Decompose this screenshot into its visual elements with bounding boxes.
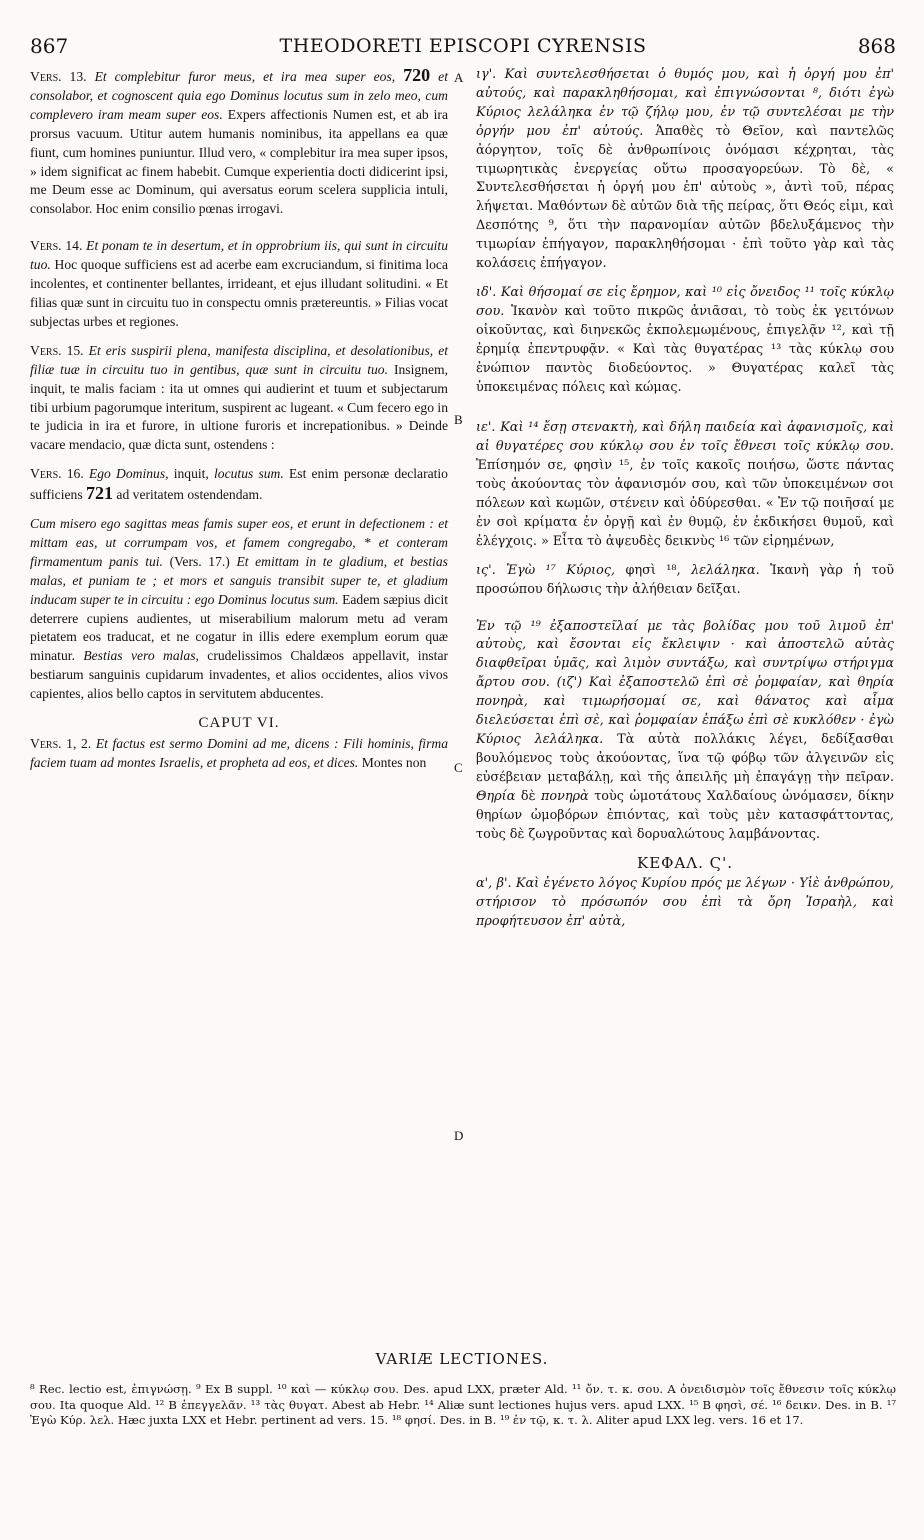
scripture-quote: Et ponam te in desertum, et in opprobrium iis, qui sunt in circuitu tuo.: [30, 238, 448, 273]
commentary-text: ad veritatem ostendendam.: [116, 487, 263, 503]
commentary-text: Hoc quoque sufficiens est ad acerbe eam excruciandum, si finitima loca incolentes, et continenter bellantes, irrideant, et ejus illudant solitudini. « Et filias quæ sunt in circuitu tuo in conspectu omnis prætereuntis. » Filias vocat subjectas urbes et regiones.: [30, 257, 448, 329]
greek-verse-14: [476, 284, 894, 397]
commentary-text: inquit,: [173, 466, 209, 482]
commentary-text: Expers affectionis Numen est, et ab ira prorsus vacuum. Utitur autem humanis nominibus, ita appellans ea quæ fiunt, cum homines puniuntur. Illud vero, « complebitur ira mea super ipsos, » idem significat ac finem habebit. Cumque experientia docti didicerint ipsi, me Deum esse ac Dominum, qui aversatus eorum scelera supplicia intuli, consolabor. Hoc enim consilio pœnas irrogavi.: [30, 106, 448, 217]
scripture-quote: α', β'. Καὶ ἐγένετο λόγος Κυρίου πρός με λέγων · Υἱὲ ἀνθρώπου, στήρισον τὸ πρόσωπόν σου ἐπὶ τὰ ὄρη Ἰσραὴλ, καὶ προφήτευσον ἐπ' αὐτὰ,: [476, 876, 894, 930]
variae-lectiones-heading: VARIÆ LECTIONES.: [375, 1350, 549, 1368]
scripture-quote: ιδ'. Καὶ θήσομαί σε εἰς ἔρημον, καὶ ¹⁰ εἰς ὄνειδος ¹¹ τοῖς κύκλῳ σου.: [476, 284, 894, 319]
latin-verse-16-17: [30, 515, 448, 704]
scripture-quote: Et complebitur furor meus, et ira mea super eos,: [94, 69, 396, 84]
margin-letter-d: D: [454, 1128, 464, 1143]
commentary-text: τοὺς ὠμοτάτους Χαλδαίους ὠνόμασεν, δίκην θηρίων ὠμοβόρων ἐπιόντας, καὶ τοὺς μὲν κατασφάττοντας, τοὺς δὲ ζωγροῦντας καὶ δορυαλώτους λαμβάνοντας.: [476, 788, 894, 842]
latin-verse-13: [30, 66, 448, 219]
column-number: 720: [403, 65, 431, 85]
commentary-text: Ἀπαθὲς τὸ Θεῖον, καὶ παντελῶς ἀόργητον, τοῖς δὲ ἀνθρωπίνοις ὀνόμασι κέχρηται, τὰς τιμωρητικὰς ἐνεργείας οὕτω προσαγορεύων. Τὸ δὲ, « Συντελεσθήσεται ἡ ὀργή μου ἐπ' αὐτοὺς », ἀντὶ τοῦ, πέρας λήψεται. Μαθόντων δὲ αὐτῶν διὰ τῆς πείρας, ὅτι Θεός εἰμι, καὶ Δεσπότης ⁹, ὅτι τὴν παρανομίαν αὐτῶν βδελυξάμενος τὴν τιμωρίαν ἐπήγαγον, παρακληθήσομαι · ἐπὶ τοῦτο γὰρ καὶ τὰς κολάσεις ἐπήγαγον.: [476, 123, 895, 272]
running-header: [30, 34, 896, 60]
latin-verse-16: [30, 465, 448, 505]
margin-letter-c: C: [454, 760, 463, 775]
scripture-quote: ις'. Ἐγὼ ¹⁷ Κύριος,: [476, 562, 616, 578]
commentary-text: δὲ: [520, 788, 536, 804]
greek-verse-15: [476, 419, 894, 551]
scripture-quote: Θηρία: [476, 788, 516, 804]
commentary-text: Ἐπίσημόν σε, φησὶν ¹⁵, ἐν τοῖς κακοῖς ποιήσω, ὥστε πάντας τοὺς ἀκούοντας τὸν ἀφανισμόν σου, καὶ τῶν ὑποκειμένων σοι πόλεων καὶ κωμῶν, στένειν καὶ ὀδύρεσθαι. « Ἐν τῷ ποιῆσαί με ἐν σοὶ κρίματα ἐν ὀργῇ καὶ ἐν θυμῷ, ἐν ἐκδικήσει θυμοῦ, καὶ ἐλέγχοις. » Εἶτα τὸ ἀψευδὲς δεικνὺς ¹⁶ τῶν εἰρημένων,: [476, 458, 894, 549]
latin-chapter-6-verse-1-2: [30, 735, 448, 773]
commentary-text: Eadem sæpius dicit deterrere cupiens audientes, ut miserabilium malorum metu ad veram pietatem eos traducat, et ne cogatur in illis edere exemplum eorum quæ minatur.: [30, 591, 448, 664]
commentary-text: crudelissimos Chaldæos appellavit, instar bestiarum sanguinis cupidarum invadentes, et alios occidentes, alios vivos capientes, alios bello captos in servitutem abducentes.: [30, 648, 449, 702]
scripture-quote: ιγ'. Καὶ συντελεσθήσεται ὁ θυμός μου, καὶ ἡ ὀργή μου ἐπ' αὐτούς, καὶ παρακληθήσομαι, καὶ ἐπιγνώσονται ⁸, διότι ἐγὼ Κύριος λελάληκα ἐν τῷ ζήλῳ μου, ἐν τῷ συντελέσαι με τὴν ὀργήν μου ἐπ' αὐτούς.: [476, 67, 894, 139]
commentary-text: Montes non: [361, 754, 427, 770]
scripture-quote: Cum misero ego sagittas meas famis super eos, et erunt in defectionem : et mittam eas, ut corrumpam vos, et famem congregabo, * et conteram firmamentum panis tui.: [30, 516, 448, 569]
latin-verse-15: [30, 342, 448, 455]
verse-label: Vers. 16.: [30, 466, 84, 482]
greek-column: [476, 66, 894, 942]
chapter-heading: ΚΕΦΑΛ. Ϛ'.: [636, 854, 734, 873]
scripture-quote: πονηρὰ: [540, 788, 589, 804]
column-number: 721: [86, 483, 114, 504]
commentary-text: Insignem, inquit, te malis faciam : ita ut omnes qui audierint et tuum et subjectarum tibi urbium pagorumque interitum, suspirent ac lugeant. « Cum fecero ego in te judicia in ira et furore, in ultione furoris et increpationibus. » Deinde vacare mendacio, quæ dicta sunt, ostendens :: [30, 361, 448, 453]
verse-label: Vers. 15.: [30, 342, 84, 358]
margin-letter-b: B: [454, 412, 463, 427]
scripture-quote: Et eris suspirii plena, manifesta disciplina, et desolationibus, et filiæ tuæ in circuitu tuo in gentibus, quæ sunt in circuitu tuo.: [30, 342, 449, 377]
commentary-text: Est enim personæ declaratio sufficiens: [30, 466, 448, 503]
latin-column: [30, 66, 448, 783]
greek-verse-13: [476, 66, 894, 274]
scripture-quote: Ego Dominus,: [88, 466, 169, 482]
greek-verse-16-17: [476, 618, 894, 845]
commentary-text: Ἱκανὸν καὶ τοῦτο πικρῶς ἀνιᾶσαι, τὸ τοὺς ἐκ γειτόνων οἰκοῦντας, καὶ διηνεκῶς ἐκπολεμωμένους, ἐπιγελᾷν ¹², καὶ τῇ ἐρημίᾳ ἐπεντρυφᾷν. « Καὶ τὰς θυγατέρας ¹³ τὰς κύκλῳ σου ἐνώπιον παντὸς διοδεύοντος. » Θυγατέρας καλεῖ τὰς ὑποκειμένας πόλεις καὶ κώμας.: [476, 303, 894, 395]
page-number-left: 867: [30, 34, 69, 58]
margin-letter-a: A: [454, 70, 464, 85]
verse-label: Vers. 1, 2.: [30, 736, 92, 751]
commentary-text: Ἱκανὴ γὰρ ἡ τοῦ προσώπου δήλωσις τὴν ἀλήθειαν δεῖξαι.: [476, 562, 895, 597]
scripture-quote: Ἐν τῷ ¹⁹ ἐξαποστεῖλαί με τὰς βολίδας μου τοῦ λιμοῦ ἐπ' αὐτοὺς, καὶ ἔσονται εἰς ἔκλειψιν · καὶ ἀποστελῶ αὐτὰς διαφθεῖραι ὑμᾶς, καὶ λιμὸν συντάξω, καὶ συντρίψω στήριγμα ἄρτου σου. (ιζ') Καὶ ἐξαποστελῶ ἐπὶ σὲ ῥομφαίαν, καὶ θηρία πονηρὰ, καὶ τιμωρήσομαί σε, καὶ θάνατος καὶ αἷμα διελεύσεται ἐπὶ σὲ, καὶ ῥομφαίαν ἐπάξω ἐπὶ σὲ κυκλόθεν · ἐγὼ Κύριος λελάληκα.: [476, 618, 894, 747]
commentary-text: Τὰ αὐτὰ πολλάκις λέγει, δεδίξασθαι βουλόμενος τοὺς ἀκούοντας, ἵνα τῷ φόβῳ τῶν ἀλγεινῶν εἰς εὐσέβειαν μεταβάλῃ, καὶ τῆς ἀπειλῆς μὴ ἐπαγάγῃ τὴν πεῖραν.: [476, 732, 894, 785]
verse-label: Vers. 14.: [30, 238, 83, 254]
verse-label: (Vers. 17.): [169, 553, 230, 569]
footnote-text: ⁸ Rec. lectio est, ἐπιγνώσῃ. ⁹ Ex B suppl. ¹⁰ καὶ — κύκλῳ σου. Des. apud LXX, præter Ald. ¹¹ ὄν. τ. κ. σου. A ὀνειδισμὸν τοῖς ἔθνεσιν τοῖς κύκλῳ σου. Ita quoque Ald. ¹² B ἐπεγγελᾶν. ¹³ τὰς θυγατ. Abest ab Hebr. ¹⁴ Aliæ sunt lectiones hujus vers. apud LXX. ¹⁵ B φησὶ, σέ. ¹⁶ δεικν. Des. in B. ¹⁷ Ἐγὼ Κύρ. λελ. Hæc juxta LXX et Hebr. pertinent ad vers. 15. ¹⁸ φησί. Des. in B. ¹⁹ ἐν τῷ, κ. τ. λ. Aliter apud LXX leg. vers. 16 et 17.: [30, 1382, 896, 1428]
scripture-quote: locutus sum.: [214, 466, 284, 482]
running-title: THEODORETI EPISCOPI CYRENSIS: [279, 35, 647, 57]
verse-label: Vers. 13.: [30, 69, 87, 84]
greek-verse-16: [476, 562, 894, 600]
scripture-quote: λελάληκα.: [691, 562, 760, 578]
scripture-quote: Et emittam in te gladium, et bestias malas, et puniam te ; et mors et sanguis transibit super te, et gladium inducam super te in circuitu : ego Dominus locutus sum.: [30, 553, 448, 607]
scripture-quote: Et factus est sermo Domini ad me, dicens : Fili hominis, firma faciem tuam ad montes Israelis, et propheta ad eos, et dices.: [30, 736, 448, 770]
scripture-quote: et consolabor, et cognoscent quia ego Dominus locutus sum in zelo meo, cum complevero iram meam super eos.: [30, 69, 448, 122]
greek-chapter-6-verse-1-2: [476, 875, 894, 932]
chapter-heading: CAPUT VI.: [198, 715, 280, 732]
scripture-quote: ιε'. Καὶ ¹⁴ ἔσῃ στενακτὴ, καὶ δήλη παιδεία καὶ ἀφανισμοῖς, καὶ αἱ θυγατέρες σου κύκλῳ σου ἐν τοῖς ἔθνεσι τοῖς κύκλῳ σου.: [476, 420, 894, 455]
page-number-right: 868: [857, 34, 896, 58]
scripture-quote: Bestias vero malas,: [83, 648, 199, 664]
commentary-text: φησὶ ¹⁸,: [625, 562, 681, 578]
variae-lectiones-notes: [30, 1382, 896, 1429]
latin-verse-14: [30, 237, 448, 332]
